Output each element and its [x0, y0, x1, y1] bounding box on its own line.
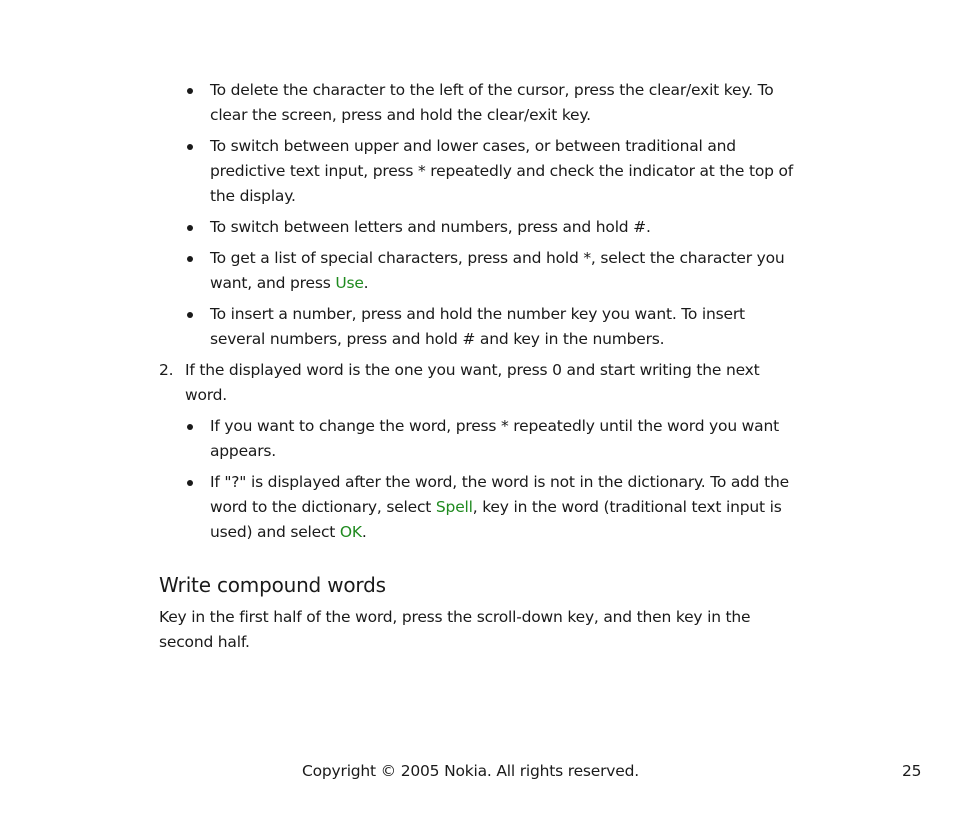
bullet-dot: [187, 424, 193, 430]
list-item: [185, 470, 795, 545]
bullet-list-step2: [185, 414, 795, 551]
list-item-text: To switch between letters and numbers, press and hold #.: [210, 218, 651, 236]
list-item-text-mid: , key in the word (traditional text input is used) and select: [210, 498, 782, 541]
list-item-text-end: .: [361, 523, 367, 541]
bullet-dot: [187, 256, 193, 262]
step-text: If the displayed word is the one you want, press 0 and start writing the next word.: [185, 361, 760, 404]
list-item-text: If you want to change the word, press * repeatedly until the word you want appears.: [210, 417, 779, 460]
list-item: [185, 246, 795, 296]
bullet-list-top: [185, 78, 795, 358]
bullet-dot: [187, 225, 193, 231]
list-item-text: To get a list of special characters, press and hold *, select the character you want, and press: [210, 249, 785, 292]
list-item-text: If "?" is displayed after the word, the word is not in the dictionary. To add the word to the dictionary, select: [210, 473, 789, 516]
list-item: [185, 78, 795, 128]
section-paragraph: Key in the first half of the word, press the scroll-down key, and then key in the second half.: [159, 608, 751, 651]
bullet-dot: [187, 312, 193, 318]
list-item: [185, 414, 795, 464]
list-item: [185, 134, 795, 209]
section-heading: Write compound words: [159, 573, 386, 597]
list-item-text: To switch between upper and lower cases, or between traditional and predictive text input, press * repeatedly and check the indicator at the top of the display.: [210, 137, 794, 205]
list-item-text: To delete the character to the left of the cursor, press the clear/exit key. To clear the screen, press and hold the clear/exit key.: [210, 81, 774, 124]
softkey-spell: Spell: [435, 498, 473, 516]
bullet-dot: [187, 480, 193, 486]
bullet-dot: [187, 144, 193, 150]
softkey-ok: OK: [339, 523, 362, 541]
list-item-text-end: .: [363, 274, 369, 292]
list-item-text: To insert a number, press and hold the number key you want. To insert several numbers, press and hold # and key in the numbers.: [210, 305, 745, 348]
copyright-notice: Copyright © 2005 Nokia. All rights reserved.: [302, 762, 639, 780]
step-number: 2.: [159, 361, 174, 379]
page-number: 25: [902, 762, 922, 780]
list-item: [185, 215, 795, 240]
bullet-dot: [187, 88, 193, 94]
softkey-use: Use: [335, 274, 364, 292]
list-item: [185, 302, 795, 352]
numbered-step-2: [159, 358, 789, 408]
